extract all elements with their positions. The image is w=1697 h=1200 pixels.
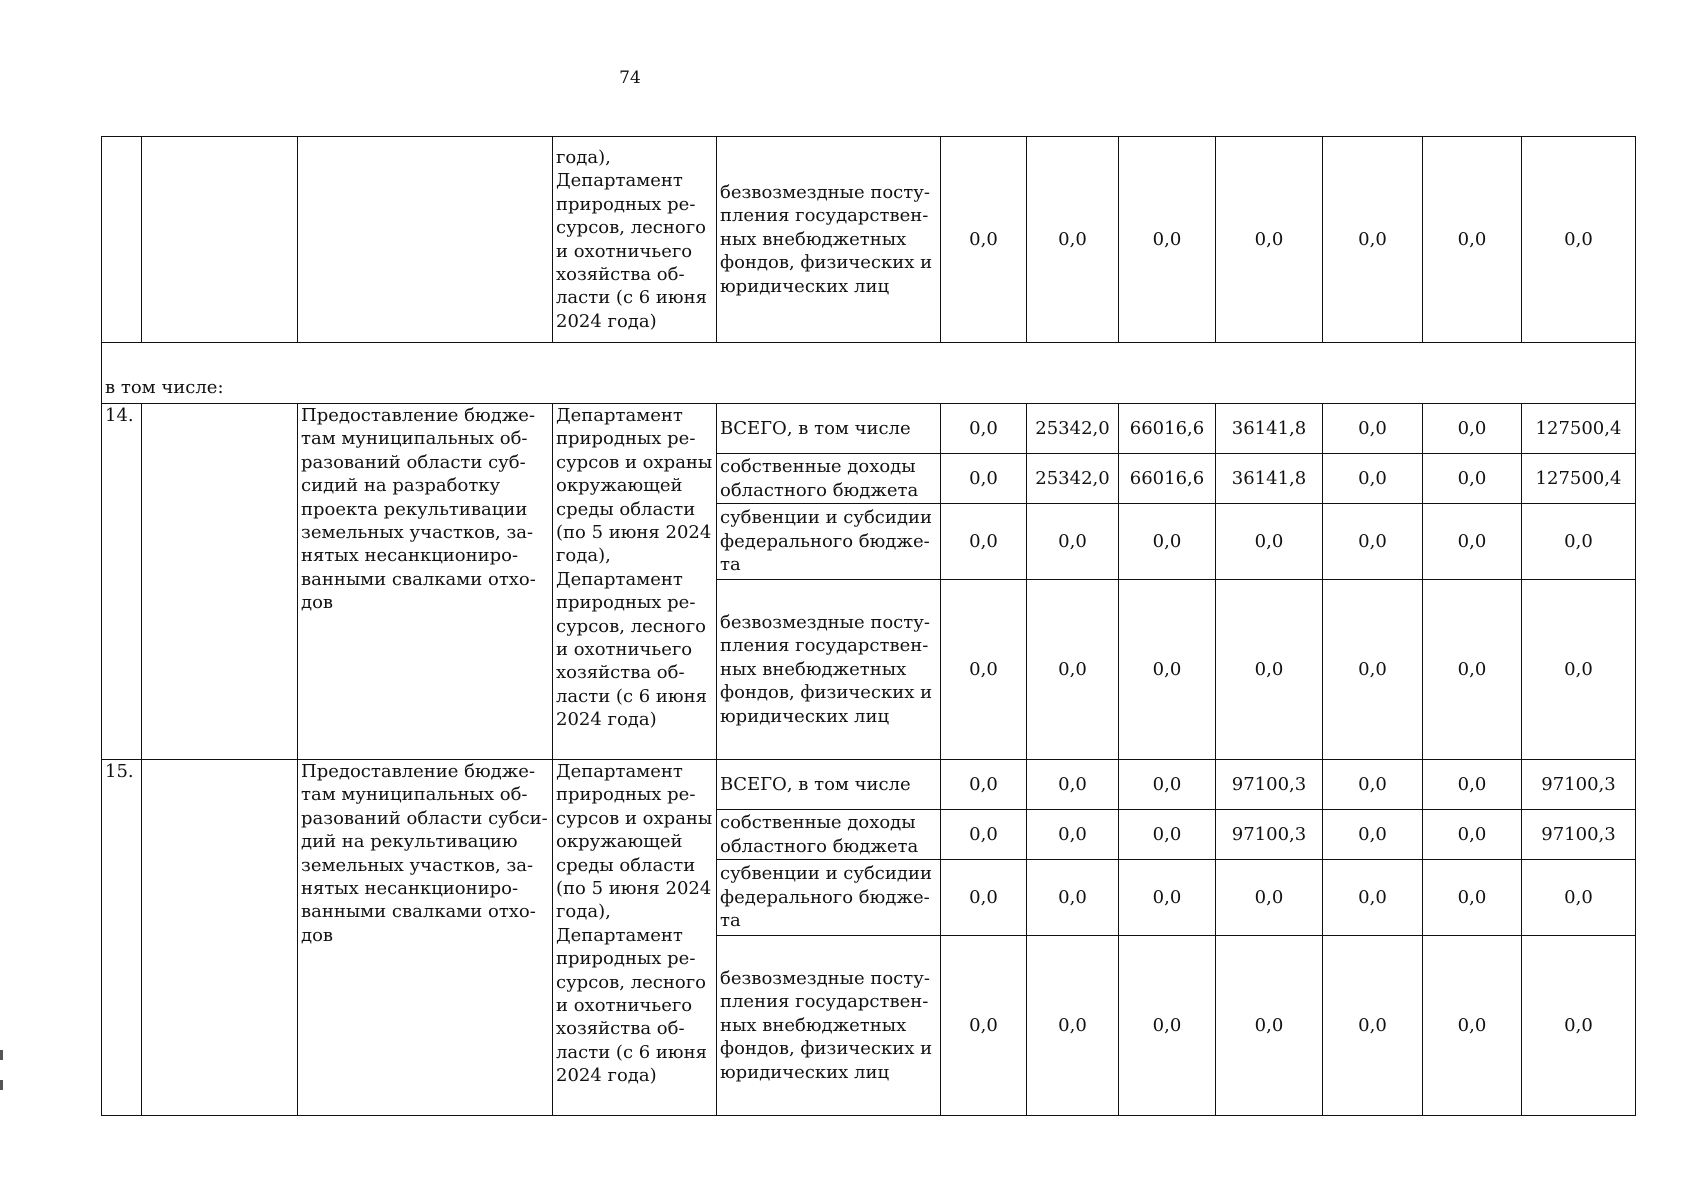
value-cell: 127500,4 — [1522, 404, 1636, 454]
value-cell: 0,0 — [1323, 760, 1423, 810]
scan-mark — [0, 1050, 3, 1060]
value-cell: 0,0 — [1323, 504, 1423, 580]
value-cell: 97100,3 — [1522, 810, 1636, 860]
subheading-row — [102, 343, 1636, 404]
page-number: 74 — [619, 68, 641, 88]
value-cell: 0,0 — [1423, 860, 1522, 936]
value-cell: 0,0 — [1027, 936, 1119, 1116]
code-cell — [142, 404, 298, 760]
budget-table — [101, 136, 1636, 1116]
table-row — [102, 137, 1636, 343]
item-name: Предоставление бюджетам муниципальных образований области субсидий на разработку проекта рекультивации земельных участков, занятых несанкционированными свалками отходов — [298, 404, 553, 760]
value-cell: 0,0 — [1423, 137, 1522, 343]
value-cell: 36141,8 — [1216, 404, 1323, 454]
item-number: 14. — [102, 404, 142, 760]
value-cell: 97100,3 — [1216, 810, 1323, 860]
value-cell: 0,0 — [1027, 580, 1119, 760]
value-cell: 0,0 — [941, 936, 1027, 1116]
value-cell: 0,0 — [1216, 137, 1323, 343]
value-cell: 0,0 — [1423, 404, 1522, 454]
source-cell: собственные доходы областного бюджета — [717, 810, 941, 860]
value-cell: 0,0 — [1216, 580, 1323, 760]
item-executor: Департамент природных ресурсов и охраны окружающей среды области (по 5 июня 2024 года), Департамент природных ресурсов, лесного и охотничьего хозяйства области (с 6 июня 2024 года) — [553, 760, 717, 1116]
value-cell: 0,0 — [1119, 936, 1216, 1116]
value-cell: 0,0 — [1027, 504, 1119, 580]
value-cell: 0,0 — [1027, 860, 1119, 936]
value-cell: 0,0 — [1119, 810, 1216, 860]
value-cell: 0,0 — [1119, 760, 1216, 810]
source-cell: субвенции и субсидии федерального бюджета — [717, 860, 941, 936]
value-cell: 0,0 — [941, 454, 1027, 504]
value-cell: 0,0 — [1423, 810, 1522, 860]
executor-cell: года), Департамент природных ресурсов, лесного и охотничьего хозяйства области (с 6 июня 2024 года) — [553, 137, 717, 343]
value-cell: 0,0 — [1119, 504, 1216, 580]
name-cell — [298, 137, 553, 343]
value-cell: 97100,3 — [1216, 760, 1323, 810]
value-cell: 0,0 — [1522, 580, 1636, 760]
value-cell: 0,0 — [1423, 504, 1522, 580]
source-cell: собственные доходы областного бюджета — [717, 454, 941, 504]
value-cell: 0,0 — [1323, 580, 1423, 760]
item-number: 15. — [102, 760, 142, 1116]
source-cell: безвозмездные поступления государственных внебюджетных фондов, физических и юридических лиц — [717, 580, 941, 760]
value-cell: 0,0 — [941, 810, 1027, 860]
value-cell: 25342,0 — [1027, 454, 1119, 504]
value-cell: 0,0 — [1522, 860, 1636, 936]
value-cell: 0,0 — [941, 404, 1027, 454]
value-cell: 36141,8 — [1216, 454, 1323, 504]
value-cell: 0,0 — [1323, 137, 1423, 343]
source-cell: безвозмездные поступления государственных внебюджетных фондов, физических и юридических лиц — [717, 137, 941, 343]
value-cell: 0,0 — [1323, 810, 1423, 860]
value-cell: 0,0 — [1323, 860, 1423, 936]
table-row — [102, 404, 1636, 454]
value-cell: 0,0 — [1119, 580, 1216, 760]
value-cell: 0,0 — [1522, 137, 1636, 343]
value-cell: 0,0 — [1323, 454, 1423, 504]
value-cell: 0,0 — [941, 137, 1027, 343]
source-cell: ВСЕГО, в том числе — [717, 404, 941, 454]
source-cell: ВСЕГО, в том числе — [717, 760, 941, 810]
value-cell: 0,0 — [1216, 936, 1323, 1116]
source-cell: безвозмездные поступления государственных внебюджетных фондов, физических и юридических лиц — [717, 936, 941, 1116]
value-cell: 0,0 — [1323, 404, 1423, 454]
code-cell — [142, 137, 298, 343]
value-cell: 0,0 — [1423, 454, 1522, 504]
value-cell: 66016,6 — [1119, 454, 1216, 504]
value-cell: 0,0 — [1216, 860, 1323, 936]
value-cell: 0,0 — [1119, 137, 1216, 343]
value-cell: 0,0 — [1216, 504, 1323, 580]
subheading: в том числе: — [102, 343, 1636, 404]
value-cell: 0,0 — [941, 760, 1027, 810]
value-cell: 0,0 — [941, 504, 1027, 580]
value-cell: 25342,0 — [1027, 404, 1119, 454]
value-cell: 0,0 — [1323, 936, 1423, 1116]
value-cell: 0,0 — [1423, 936, 1522, 1116]
value-cell: 0,0 — [1423, 580, 1522, 760]
item-name: Предоставление бюджетам муниципальных образований области субсидий на рекультивацию земельных участков, занятых несанкционированными свалками отходов — [298, 760, 553, 1116]
value-cell: 0,0 — [1522, 936, 1636, 1116]
scan-mark — [0, 1080, 3, 1090]
value-cell: 66016,6 — [1119, 404, 1216, 454]
value-cell: 0,0 — [1027, 760, 1119, 810]
value-cell: 0,0 — [1423, 760, 1522, 810]
value-cell: 0,0 — [1522, 504, 1636, 580]
num-cell — [102, 137, 142, 343]
item-executor: Департамент природных ресурсов и охраны окружающей среды области (по 5 июня 2024 года), Департамент природных ресурсов, лесного и охотничьего хозяйства области (с 6 июня 2024 года) — [553, 404, 717, 760]
value-cell: 0,0 — [1027, 810, 1119, 860]
source-cell: субвенции и субсидии федерального бюджета — [717, 504, 941, 580]
value-cell: 0,0 — [941, 580, 1027, 760]
value-cell: 0,0 — [1027, 137, 1119, 343]
code-cell — [142, 760, 298, 1116]
value-cell: 97100,3 — [1522, 760, 1636, 810]
table-row — [102, 760, 1636, 810]
value-cell: 0,0 — [941, 860, 1027, 936]
value-cell: 0,0 — [1119, 860, 1216, 936]
value-cell: 127500,4 — [1522, 454, 1636, 504]
